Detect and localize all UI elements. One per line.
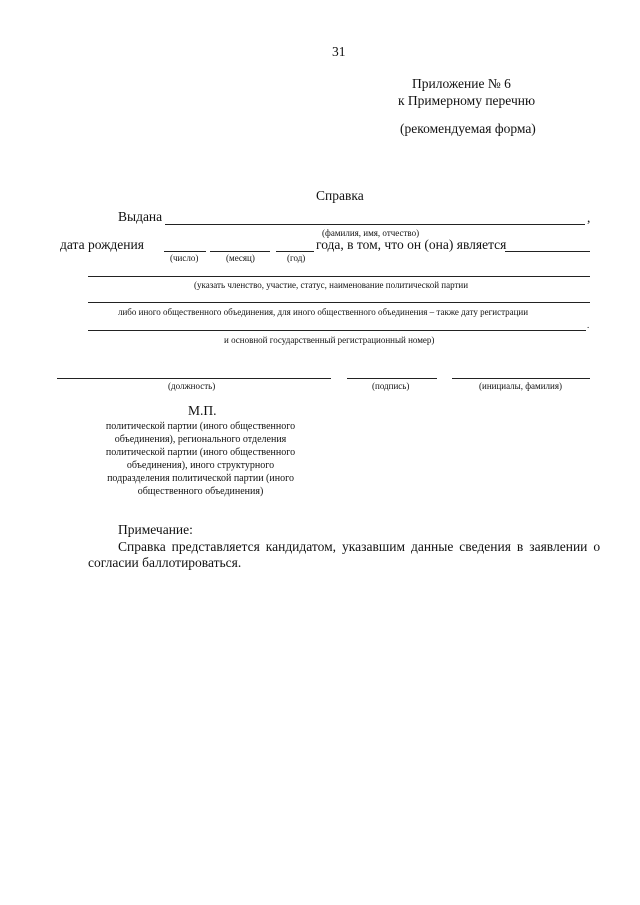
issued-comma: , <box>587 210 591 225</box>
caption-year: (год) <box>287 253 306 263</box>
caption-party-2: либо иного общественного объединения, для иного общественного объединения – также дату регистрации <box>118 307 529 317</box>
document-title: Справка <box>316 188 364 203</box>
day-line <box>164 251 206 252</box>
birth-label: дата рождения <box>60 237 144 252</box>
party-line-3 <box>88 330 586 331</box>
year-line <box>276 251 314 252</box>
stamp-label: М.П. <box>188 403 217 418</box>
caption-day: (число) <box>170 253 199 263</box>
caption-fio: (фамилия, имя, отчество) <box>322 228 420 238</box>
stamp-line: объединения), регионального отделения <box>114 434 287 445</box>
note-line-2: согласии баллотироваться. <box>88 555 242 570</box>
caption-position: (должность) <box>168 381 216 391</box>
caption-initials: (инициалы, фамилия) <box>479 381 562 391</box>
party-line-1 <box>88 276 590 277</box>
stamp-line: объединения), иного структурного <box>126 460 275 471</box>
caption-signature: (подпись) <box>372 381 410 391</box>
stamp-line: подразделения политической партии (иного <box>107 473 294 484</box>
caption-party-1: (указать членство, участие, статус, наименование политической партии <box>194 280 469 290</box>
stamp-line: политической партии (иного общественного <box>105 421 296 432</box>
initials-line <box>452 378 590 379</box>
birth-tail: года, в том, что он (она) является <box>316 237 507 252</box>
page-number: 31 <box>332 44 346 59</box>
issued-label: Выдана <box>118 209 163 224</box>
stamp-line: политической партии (иного общественного <box>105 447 296 458</box>
caption-month: (месяц) <box>226 253 255 263</box>
party-line-2 <box>88 302 590 303</box>
party-period: . <box>587 320 590 330</box>
form-type: (рекомендуемая форма) <box>400 121 536 136</box>
stamp-description <box>88 420 313 498</box>
appendix-title: Приложение № 6 <box>412 76 511 91</box>
appendix-subtitle: к Примерному перечню <box>398 93 536 108</box>
signature-line <box>347 378 437 379</box>
position-line <box>57 378 331 379</box>
caption-party-3: и основной государственный регистрационный номер) <box>224 335 435 345</box>
status-line-start <box>505 251 590 252</box>
stamp-line: общественного объединения) <box>137 486 264 497</box>
fio-line <box>165 224 585 225</box>
note-title: Примечание: <box>118 522 193 537</box>
note-line-1: Справка представляется кандидатом, указавшим данные сведения в заявлении о <box>118 539 601 554</box>
month-line <box>210 251 270 252</box>
